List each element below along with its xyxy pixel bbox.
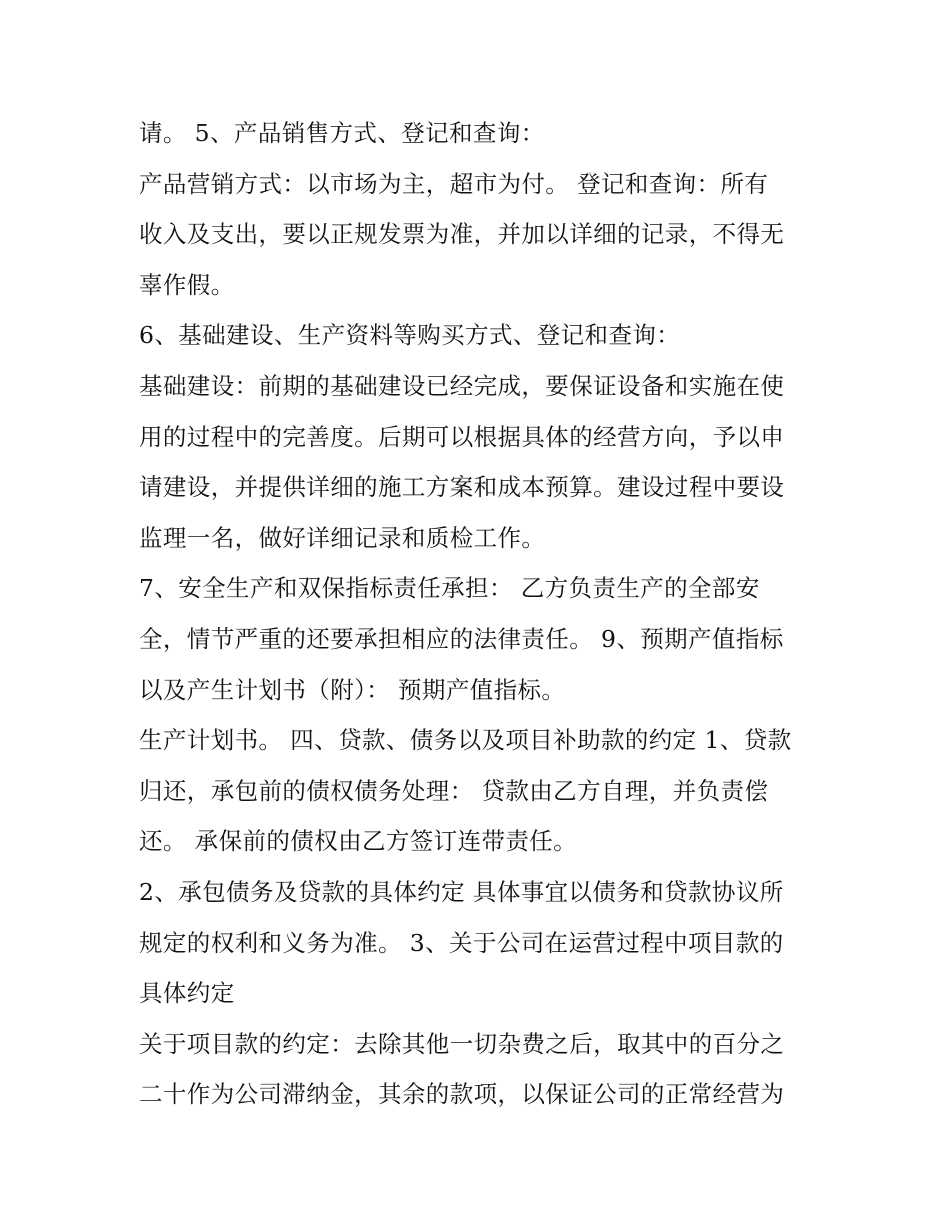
text-line: 具体约定 xyxy=(139,979,235,1008)
text-line: 归还，承包前的债权债务处理： 贷款由乙方自理，并负责偿 xyxy=(139,776,769,805)
text-line: 6、基础建设、生产资料等购买方式、登记和查询： xyxy=(139,321,681,350)
text-line: 还。 承保前的债权由乙方签订连带责任。 xyxy=(139,827,578,856)
text-line: 7、安全生产和双保指标责任承担： 乙方负责生产的全部安 xyxy=(139,574,760,603)
text-line: 规定的权利和义务为准。 3、关于公司在运营过程中项目款的 xyxy=(139,928,784,957)
text-line: 产品营销方式：以市场为主，超市为付。 登记和查询：所有 xyxy=(139,169,769,198)
document-body xyxy=(139,108,819,1120)
text-line: 二十作为公司滞纳金，其余的款项，以保证公司的正常经营为 xyxy=(139,1080,785,1109)
text-line: 监理一名，做好详细记录和质检工作。 xyxy=(139,523,546,552)
text-line: 辜作假。 xyxy=(139,270,235,299)
text-line: 以及产生计划书（附）： 预期产值指标。 xyxy=(139,675,566,704)
text-line: 请建设，并提供详细的施工方案和成本预算。建设过程中要设 xyxy=(139,473,785,502)
text-line: 收入及支出，要以正规发票为准，并加以详细的记录，不得无 xyxy=(139,220,785,249)
text-line: 基础建设：前期的基础建设已经完成，要保证设备和实施在使 xyxy=(139,371,785,400)
text-line: 2、承包债务及贷款的具体约定 具体事宜以债务和贷款协议所 xyxy=(139,877,784,906)
text-line: 全，情节严重的还要承担相应的法律责任。 9、预期产值指标 xyxy=(139,624,784,653)
text-line: 生产计划书。 四、贷款、债务以及项目补助款的约定 1、贷款 xyxy=(139,726,792,755)
text-line: 关于项目款的约定：去除其他一切杂费之后，取其中的百分之 xyxy=(139,1029,785,1058)
text-line: 用的过程中的完善度。后期可以根据具体的经营方向，予以申 xyxy=(139,422,785,451)
text-line: 请。 5、产品销售方式、登记和查询： xyxy=(139,119,545,147)
